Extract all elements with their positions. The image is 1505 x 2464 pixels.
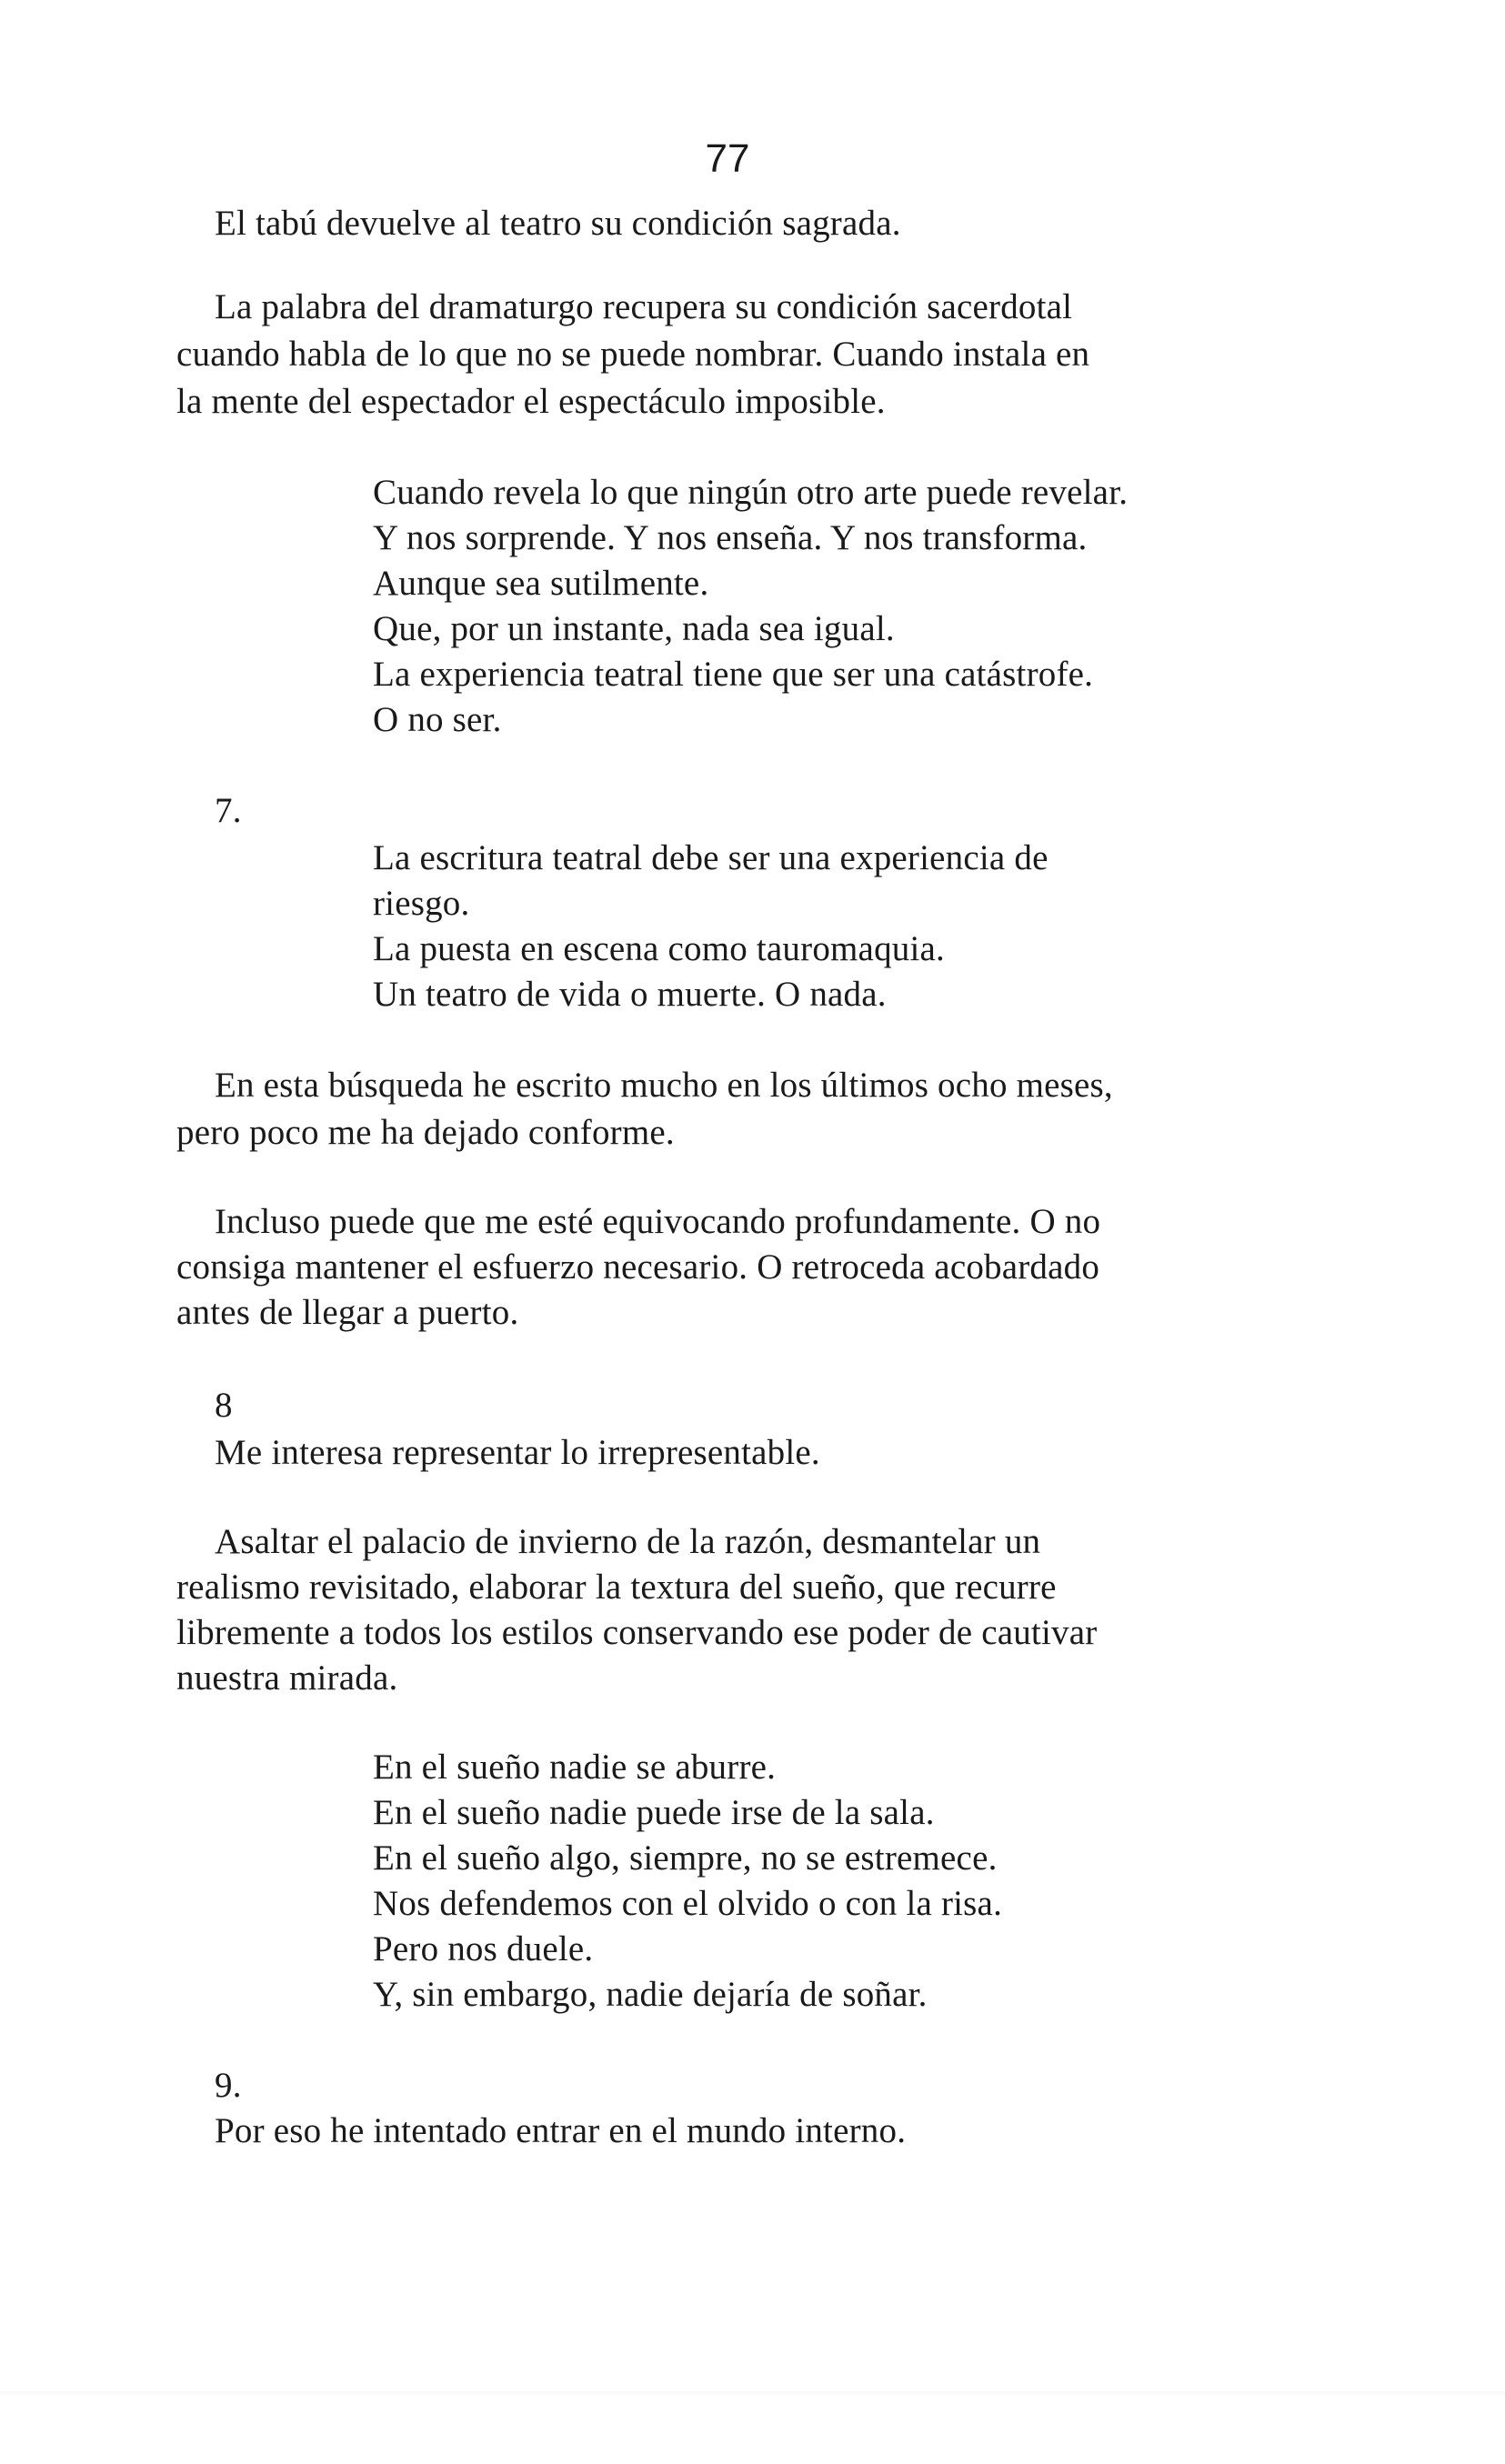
- paragraph-line: antes de llegar a puerto.: [176, 1293, 519, 1332]
- indented-line: La experiencia teatral tiene que ser una catástrofe.: [373, 655, 1094, 694]
- paragraph-line: libremente a todos los estilos conservando ese poder de cautivar: [176, 1613, 1098, 1652]
- indented-line: Cuando revela lo que ningún otro arte puede revelar.: [373, 473, 1129, 512]
- indented-line: Un teatro de vida o muerte. O nada.: [373, 975, 887, 1014]
- indented-line: En el sueño nadie se aburre.: [373, 1748, 777, 1787]
- indented-line: Que, por un instante, nada sea igual.: [373, 609, 895, 648]
- indented-line: Y nos sorprende. Y nos enseña. Y nos transforma.: [373, 518, 1088, 557]
- section-number-8: 8: [215, 1386, 233, 1425]
- indented-line: En el sueño algo, siempre, no se estremece.: [373, 1838, 998, 1878]
- paragraph-line: la mente del espectador el espectáculo imposible.: [176, 382, 886, 421]
- paragraph-line: En esta búsqueda he escrito mucho en los últimos ocho meses,: [215, 1066, 1113, 1105]
- paragraph-line: pero poco me ha dejado conforme.: [176, 1113, 675, 1152]
- paragraph-line: La palabra del dramaturgo recupera su condición sacerdotal: [215, 287, 1073, 326]
- indented-line: En el sueño nadie puede irse de la sala.: [373, 1793, 935, 1832]
- section-number-7: 7.: [215, 791, 242, 830]
- page-number: 77: [705, 136, 750, 181]
- indented-line: La puesta en escena como tauromaquia.: [373, 929, 945, 968]
- paragraph-line: Por eso he intentado entrar en el mundo interno.: [215, 2111, 907, 2150]
- indented-line: O no ser.: [373, 700, 502, 739]
- indented-line: Aunque sea sutilmente.: [373, 564, 709, 603]
- indented-line: Pero nos duele.: [373, 1929, 594, 1968]
- paragraph-line: Asaltar el palacio de invierno de la razón, desmantelar un: [215, 1522, 1041, 1561]
- section-number-9: 9.: [215, 2066, 242, 2105]
- paragraph-line: realismo revisitado, elaborar la textura del sueño, que recurre: [176, 1568, 1057, 1607]
- paragraph-line: Incluso puede que me esté equivocando profundamente. O no: [215, 1202, 1101, 1241]
- paragraph-line: consiga mantener el esfuerzo necesario. O retroceda acobardado: [176, 1247, 1100, 1287]
- paragraph-line: nuestra mirada.: [176, 1658, 398, 1698]
- indented-line: Nos defendemos con el olvido o con la risa.: [373, 1884, 1003, 1923]
- indented-line: riesgo.: [373, 884, 470, 923]
- paragraph-line: cuando habla de lo que no se puede nombrar. Cuando instala en: [176, 335, 1090, 374]
- indented-line: Y, sin embargo, nadie dejaría de soñar.: [373, 1975, 928, 2014]
- paragraph-line: El tabú devuelve al teatro su condición sagrada.: [215, 204, 901, 243]
- page-edge-shadow: [0, 2391, 1505, 2397]
- indented-line: La escritura teatral debe ser una experiencia de: [373, 838, 1048, 877]
- paragraph-line: Me interesa representar lo irrepresentable.: [215, 1433, 820, 1472]
